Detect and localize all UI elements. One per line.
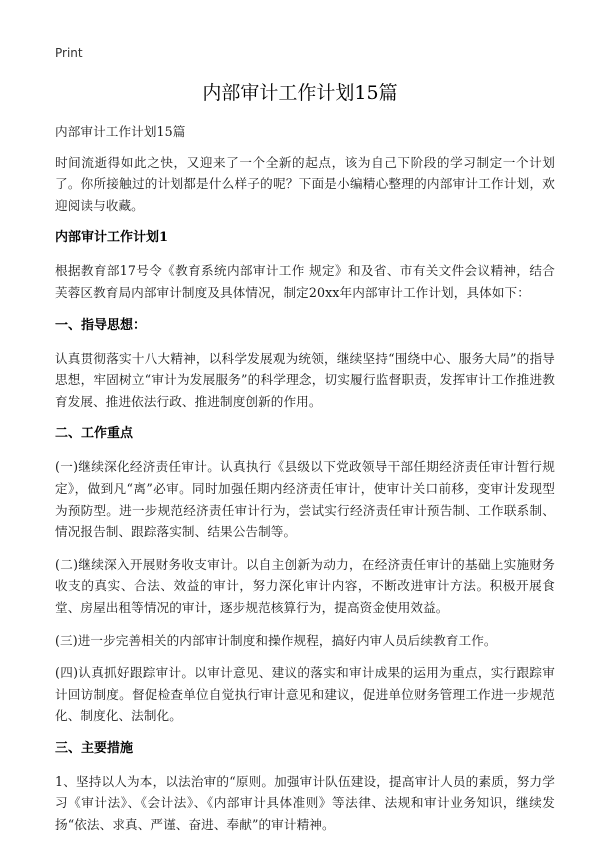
plan1-intro-paragraph: 根据教育部17号令《教育系统内部审计工作 规定》和及省、市有关文件会议精神，结合芙蓉区教育局内部审计制度及具体情况，制定20xx年内部审计工作计划，具体如下： xyxy=(55,263,555,300)
section3-heading: 三、主要措施 xyxy=(55,740,134,756)
section3-item: 1、坚持以人为本，以法治审的“原则。加强审计队伍建设，提高审计人员的素质，努力学习《审计法》、《会计法》、《内部审计具体准则》等法律、法规和审计业务知识，继续发扬“依法、求真、严谨、奋进、奉献”的审计精神。 xyxy=(55,773,555,833)
document-body xyxy=(55,121,555,847)
document-subtitle: 内部审计工作计划15篇 xyxy=(55,124,186,139)
section2-heading: 二、工作重点 xyxy=(55,426,134,442)
print-link[interactable]: Print xyxy=(55,46,83,60)
document-title: 内部审计工作计划15篇 xyxy=(202,82,398,104)
plan1-heading: 内部审计工作计划1 xyxy=(55,230,169,246)
section2-item: (四)认真抓好跟踪审计。以审计意见、建议的落实和审计成果的运用为重点，实行跟踪审计回访制度。督促检查单位自觉执行审计意见和建议，促进单位财务管理工作进一步规范化、制度化、法制化。 xyxy=(55,665,555,724)
intro-paragraph: 时间流逝得如此之快，又迎来了一个全新的起点，该为自己下阶段的学习制定一个计划了。你所接触过的计划都是什么样子的呢？下面是小编精心整理的内部审计工作计划，欢迎阅读与收藏。 xyxy=(55,154,555,213)
section1-paragraph: 认真贯彻落实十八大精神，以科学发展观为统领，继续坚持“围绕中心、服务大局”的指导思想，牢固树立“审计为发展服务”的科学理念，切实履行监督职责，发挥审计工作推进教育发展、推进依法行政、推进制度创新的作用。 xyxy=(55,350,555,409)
section2-item: (二)继续深入开展财务收支审计。以自主创新为动力，在经济责任审计的基础上实施财务收支的真实、合法、效益的审计，努力深化审计内容，不断改进审计方法。积极开展食堂、房屋出租等情况的审计，逐步规范核算行为，提高资金使用效益。 xyxy=(55,556,555,615)
section2-item: (三)进一步完善相关的内部审计制度和操作规程，搞好内审人员后续教育工作。 xyxy=(55,632,497,648)
section1-heading: 一、指导思想： xyxy=(55,317,147,333)
section2-item: (一)继续深化经济责任审计。认真执行《县级以下党政领导干部任期经济责任审计暂行规定》，做到凡“离”必审。同时加强任期内经济责任审计，使审计关口前移，变审计发现型为预防型。进一步规范经济责任审计行为，尝试实行经济责任审计预告制、工作联系制、情况报告制、跟踪落实制、结果公告制等。 xyxy=(55,459,555,540)
